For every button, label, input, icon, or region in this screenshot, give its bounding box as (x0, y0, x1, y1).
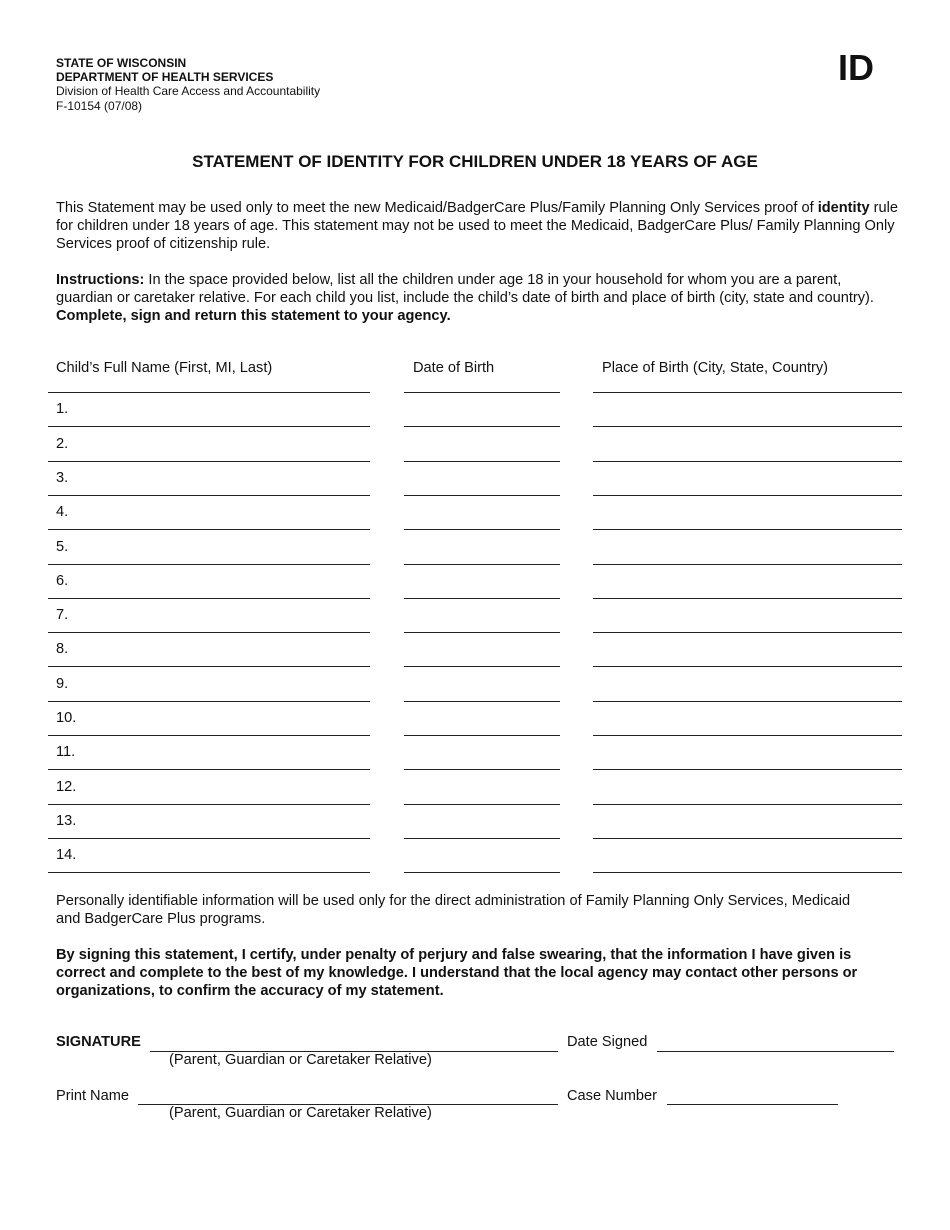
row-number: 10. (56, 710, 77, 726)
column-header-place: Place of Birth (City, State, Country) (602, 360, 829, 376)
signature-sub-label: (Parent, Guardian or Caretaker Relative) (169, 1052, 432, 1068)
state-name: STATE OF WISCONSIN (56, 56, 187, 70)
place-field[interactable] (593, 701, 902, 702)
dob-field[interactable] (404, 838, 560, 839)
place-field[interactable] (593, 666, 902, 667)
signature-label: SIGNATURE (56, 1034, 141, 1050)
name-field[interactable] (48, 461, 370, 462)
column-header-name: Child’s Full Name (First, MI, Last) (56, 360, 273, 376)
name-field[interactable] (48, 564, 370, 565)
row-number: 7. (56, 607, 69, 624)
row-number: 2. (56, 435, 69, 452)
name-field[interactable] (48, 735, 370, 736)
name-field[interactable] (48, 838, 370, 839)
place-field[interactable] (593, 632, 902, 633)
place-field[interactable] (593, 838, 902, 839)
name-field[interactable] (48, 872, 370, 873)
header-rule (48, 392, 370, 393)
row-number: 4. (56, 504, 69, 521)
row-number: 9. (56, 675, 69, 692)
dob-field[interactable] (404, 495, 560, 496)
place-field[interactable] (593, 769, 902, 770)
dob-field[interactable] (404, 735, 560, 736)
row-number: 6. (56, 572, 69, 589)
dob-field[interactable] (404, 632, 560, 633)
dob-field[interactable] (404, 426, 560, 427)
print-name-sub-label: (Parent, Guardian or Caretaker Relative) (169, 1105, 432, 1121)
dob-field[interactable] (404, 769, 560, 770)
name-field[interactable] (48, 529, 370, 530)
intro-text-2: rule for children under 18 years of age. This statement may not be used to meet the Medicaid, BadgerCare Plus/ Family Planning Only Services proof of citizenship rule. (56, 200, 898, 252)
row-number: 5. (56, 538, 69, 555)
dob-field[interactable] (404, 804, 560, 805)
column-header-dob: Date of Birth (413, 360, 495, 376)
place-field[interactable] (593, 461, 902, 462)
intro-bold-word: identity (817, 200, 870, 216)
name-field[interactable] (48, 426, 370, 427)
case-number-line[interactable] (667, 1104, 838, 1105)
row-number: 13. (56, 812, 77, 829)
name-field[interactable] (48, 666, 370, 667)
dob-field[interactable] (404, 461, 560, 462)
row-number: 1. (56, 401, 69, 418)
row-number: 14. (56, 847, 77, 864)
row-number: 11. (56, 744, 76, 761)
page-title: STATEMENT OF IDENTITY FOR CHILDREN UNDER 18 YEARS OF AGE (192, 152, 758, 171)
place-field[interactable] (593, 426, 902, 427)
dob-field[interactable] (404, 872, 560, 873)
department-name: DEPARTMENT OF HEALTH SERVICES (56, 70, 274, 84)
place-field[interactable] (593, 564, 902, 565)
place-field[interactable] (593, 529, 902, 530)
name-field[interactable] (48, 804, 370, 805)
certification-statement: By signing this statement, I certify, under penalty of perjury and false swearing, that the information I have given is correct and complete to the best of my knowledge. I understand that the local agency may contact other persons or organizations, to confirm the accuracy of my statement. (56, 947, 858, 999)
dob-field[interactable] (404, 529, 560, 530)
header-rule (593, 392, 902, 393)
date-signed-line[interactable] (657, 1051, 894, 1052)
instructions-text: In the space provided below, list all the children under age 18 in your household for whom you are a parent, guardian or caretaker relative. For each child you list, include the child’s date of birth and place of birth (city, state and country). (56, 272, 874, 306)
name-field[interactable] (48, 632, 370, 633)
place-field[interactable] (593, 495, 902, 496)
print-name-label: Print Name (56, 1088, 129, 1104)
name-field[interactable] (48, 769, 370, 770)
privacy-notice: Personally identifiable information will be used only for the direct administration of Family Planning Only Services, Medicaid and BadgerCare Plus programs. (56, 893, 851, 927)
place-field[interactable] (593, 872, 902, 873)
place-field[interactable] (593, 735, 902, 736)
intro-text-1: This Statement may be used only to meet the new Medicaid/BadgerCare Plus/Family Planning Only Services proof of (56, 200, 818, 216)
row-number: 3. (56, 469, 69, 486)
instructions-bold-text: Complete, sign and return this statement to your agency. (56, 308, 451, 324)
name-field[interactable] (48, 701, 370, 702)
dob-field[interactable] (404, 666, 560, 667)
place-field[interactable] (593, 804, 902, 805)
instructions-paragraph (56, 271, 902, 325)
name-field[interactable] (48, 495, 370, 496)
form-code: ID (838, 47, 874, 88)
row-number: 12. (56, 778, 77, 795)
dob-field[interactable] (404, 701, 560, 702)
division-name: Division of Health Care Access and Accountability (56, 84, 321, 98)
instructions-label: Instructions: (56, 272, 145, 288)
form-number: F-10154 (07/08) (56, 99, 143, 113)
place-field[interactable] (593, 598, 902, 599)
name-field[interactable] (48, 598, 370, 599)
row-number: 8. (56, 641, 69, 658)
case-number-label: Case Number (567, 1088, 658, 1104)
dob-field[interactable] (404, 598, 560, 599)
dob-field[interactable] (404, 564, 560, 565)
date-signed-label: Date Signed (567, 1034, 648, 1050)
header-rule (404, 392, 560, 393)
intro-paragraph (56, 199, 902, 253)
